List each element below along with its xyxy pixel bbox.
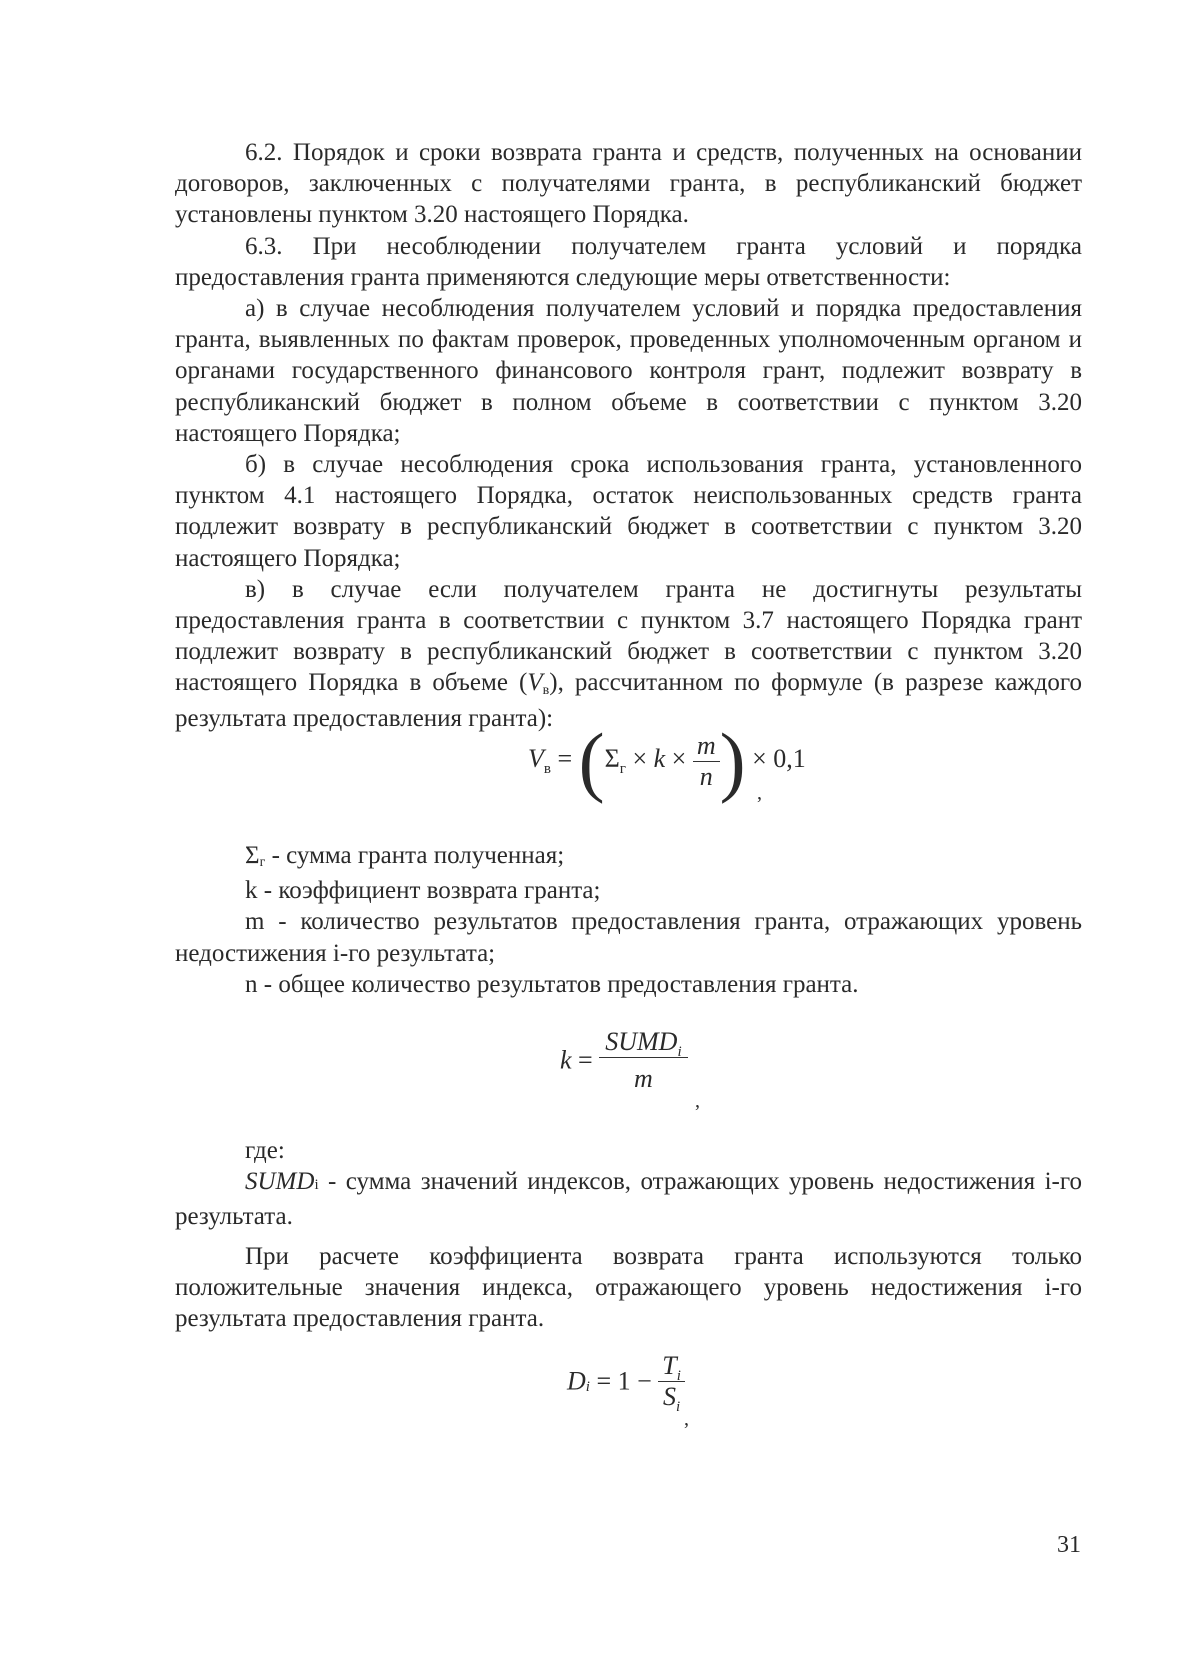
paragraph-v-start: в) в случае если получателем гранта не достигнуты результаты предоставления гранта в соответствии с пунктом 3.7 настоящего Порядка грант подлежит возврату в республиканский бюджет в соответствии с пунктом 3.20 настоящего Порядка в объеме (	[175, 575, 1082, 697]
formula-index-fraction	[658, 1351, 685, 1415]
formula-index-comma: ,	[684, 1408, 689, 1430]
formula-right-paren: )	[719, 717, 746, 804]
formula-index-one-minus: = 1 −	[589, 1366, 659, 1396]
paragraph-a: а) в случае несоблюдения получателем условий и порядка предоставления гранта, выявленных по фактам проверок, проведенных уполномоченным органом и органами государственного финансового контроля грант, подлежит возврату в республиканский бюджет в полном объеме в соответствии с пунктом 3.20 настоящего Порядка;	[175, 295, 1082, 447]
paragraph-b: б) в случае несоблюдения срока использования гранта, установленного пунктом 4.1 настоящего Порядка, остаток неиспользованных средств гранта подлежит возврату в республиканский бюджет в соответствии с пунктом 3.20 настоящего Порядка;	[175, 451, 1082, 572]
formula-index-denominator-sub: i	[676, 1399, 681, 1415]
formula-coef-numerator-sub: i	[677, 1044, 682, 1060]
def-k: k - коэффициент возврата гранта;	[245, 877, 601, 905]
formula-times-2: ×	[665, 743, 693, 773]
def-sumd-symbol: SUMD	[245, 1168, 315, 1196]
formula-index	[567, 1351, 685, 1415]
definitions-volume	[175, 840, 1082, 1000]
formula-sigma: Σ	[604, 743, 620, 773]
volume-symbol: V	[527, 669, 543, 697]
paragraph-positive-values: При расчете коэффициента возврата гранта используются только положительные значения индекса, отражающего уровень недостижения i-го результата предоставления гранта.	[175, 1242, 1082, 1333]
formula-coef-lhs: k	[560, 1045, 572, 1075]
volume-subscript: в	[542, 683, 550, 699]
paragraph-v-end: ), рассчитанном по формуле (в разрезе каждого результата предоставления гранта):	[175, 669, 1082, 732]
paragraph-6-2: 6.2. Порядок и сроки возврата гранта и средств, полученных на основании договоров, заключенных с получателями гранта, в республиканский бюджет установлены пунктом 3.20 настоящего Порядка.	[175, 139, 1082, 229]
formula-coef-comma: ,	[695, 1090, 700, 1112]
formula-numerator-m: m	[696, 730, 716, 760]
main-text	[175, 137, 1082, 734]
formula-volume	[528, 717, 806, 804]
paragraph-6-3: 6.3. При несоблюдении получателем гранта условий и порядка предоставления гранта применяются следующие меры ответственности:	[175, 232, 1082, 291]
formula-volume-tail: × 0,1	[745, 743, 806, 773]
formula-index-denominator: S	[663, 1382, 677, 1411]
formula-coefficient	[560, 1027, 688, 1094]
formula-index-lhs-sub: i	[585, 1379, 590, 1395]
def-sigma-symbol: Σ	[245, 842, 260, 869]
def-sigma	[175, 840, 1082, 875]
formula-volume-fraction	[693, 731, 720, 792]
def-n: n - общее количество результатов предоставления гранта.	[245, 970, 859, 998]
definitions-coefficient	[175, 1135, 1082, 1334]
formula-coef-equals: =	[571, 1045, 600, 1075]
formula-coef-fraction	[599, 1027, 687, 1094]
formula-index-lhs: D	[567, 1366, 586, 1396]
def-sumd-text: - сумма значений индексов, отражающих уровень недостижения i-го результата.	[175, 1168, 1082, 1231]
formula-coef-denominator: m	[599, 1057, 687, 1094]
paragraph-v	[175, 574, 1082, 734]
formula-coef-numerator: SUMD	[605, 1027, 678, 1056]
formula-volume-lhs-sub: в	[543, 760, 551, 777]
formula-left-paren: (	[578, 717, 605, 804]
def-m: m - количество результатов предоставления гранта, отражающих уровень недостижения i-го результата;	[175, 908, 1082, 967]
formula-index-numerator-sub: i	[676, 1368, 681, 1384]
formula-volume-lhs: V	[528, 743, 544, 773]
formula-denominator-n: n	[693, 761, 720, 792]
def-where: где:	[245, 1137, 285, 1164]
page-number: 31	[1057, 1532, 1081, 1558]
def-sumd-sub: i	[314, 1177, 319, 1194]
formula-volume-comma: ,	[757, 782, 762, 804]
formula-k: k	[653, 743, 666, 773]
def-sigma-text: - сумма гранта полученная;	[265, 842, 565, 869]
formula-index-numerator: T	[662, 1351, 677, 1380]
formula-times-1: ×	[625, 743, 654, 773]
formula-sigma-sub: г	[619, 760, 626, 777]
def-sigma-sub: г	[259, 855, 266, 870]
formula-volume-equals: =	[550, 743, 579, 773]
def-sumd	[175, 1166, 1082, 1232]
